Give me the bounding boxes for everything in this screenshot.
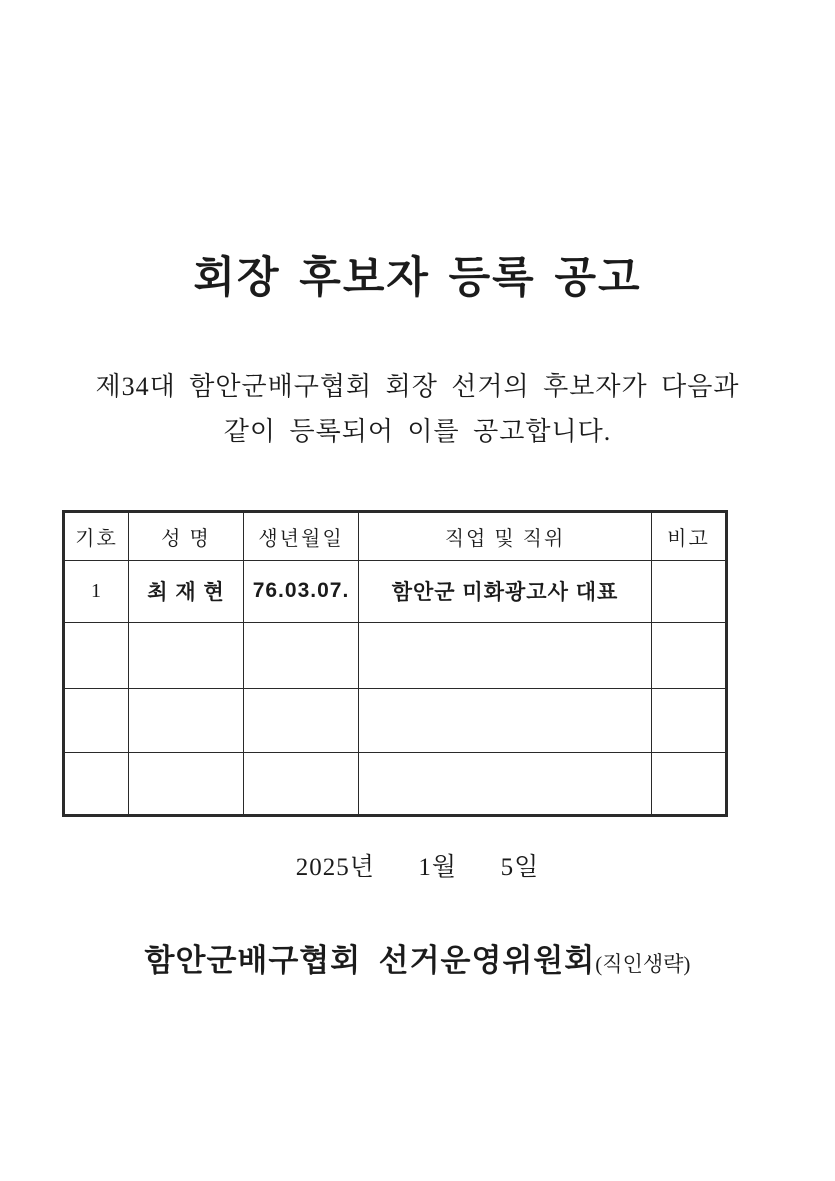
cell-remarks — [652, 560, 727, 622]
cell-remarks — [652, 688, 727, 752]
announcement-date: 2025년 1월 5일 — [295, 853, 540, 881]
cell-symbol — [64, 622, 129, 688]
issuer-name: 함안군배구협회 선거운영위원회 — [144, 942, 596, 978]
header-cell-symbol: 기호 — [64, 511, 129, 560]
header-cell-occupation: 직업 및 직위 — [359, 511, 652, 560]
cell-remarks — [652, 622, 727, 688]
cell-birthdate — [244, 622, 359, 688]
cell-symbol — [64, 752, 129, 815]
intro-line-2: 같이 등록되어 이를 공고합니다. — [223, 416, 612, 446]
candidate-table — [62, 510, 728, 817]
cell-birthdate — [244, 688, 359, 752]
cell-occupation — [359, 688, 652, 752]
table-header-row — [64, 511, 727, 560]
cell-name — [129, 622, 244, 688]
cell-name: 최 재 현 — [129, 560, 244, 622]
cell-name — [129, 752, 244, 815]
header-cell-name: 성 명 — [129, 511, 244, 560]
empty-row — [64, 752, 727, 815]
issuer-note: (직인생략) — [595, 951, 691, 976]
intro-line-1: 제34대 함안군배구협회 회장 선거의 후보자가 다음과 — [95, 371, 740, 401]
cell-birthdate: 76.03.07. — [244, 560, 359, 622]
header-cell-birthdate: 생년월일 — [244, 511, 359, 560]
cell-symbol — [64, 688, 129, 752]
cell-remarks — [652, 752, 727, 815]
issuer-line — [0, 941, 835, 981]
cell-birthdate — [244, 752, 359, 815]
cell-name — [129, 688, 244, 752]
cell-occupation: 함안군 미화광고사 대표 — [359, 560, 652, 622]
empty-row — [64, 688, 727, 752]
header-cell-remarks: 비고 — [652, 511, 727, 560]
cell-symbol: 1 — [64, 560, 129, 622]
candidate-row — [64, 560, 727, 622]
intro-paragraph — [0, 364, 835, 454]
empty-row — [64, 622, 727, 688]
cell-occupation — [359, 752, 652, 815]
cell-occupation — [359, 622, 652, 688]
document-title: 회장 후보자 등록 공고 — [193, 255, 642, 302]
